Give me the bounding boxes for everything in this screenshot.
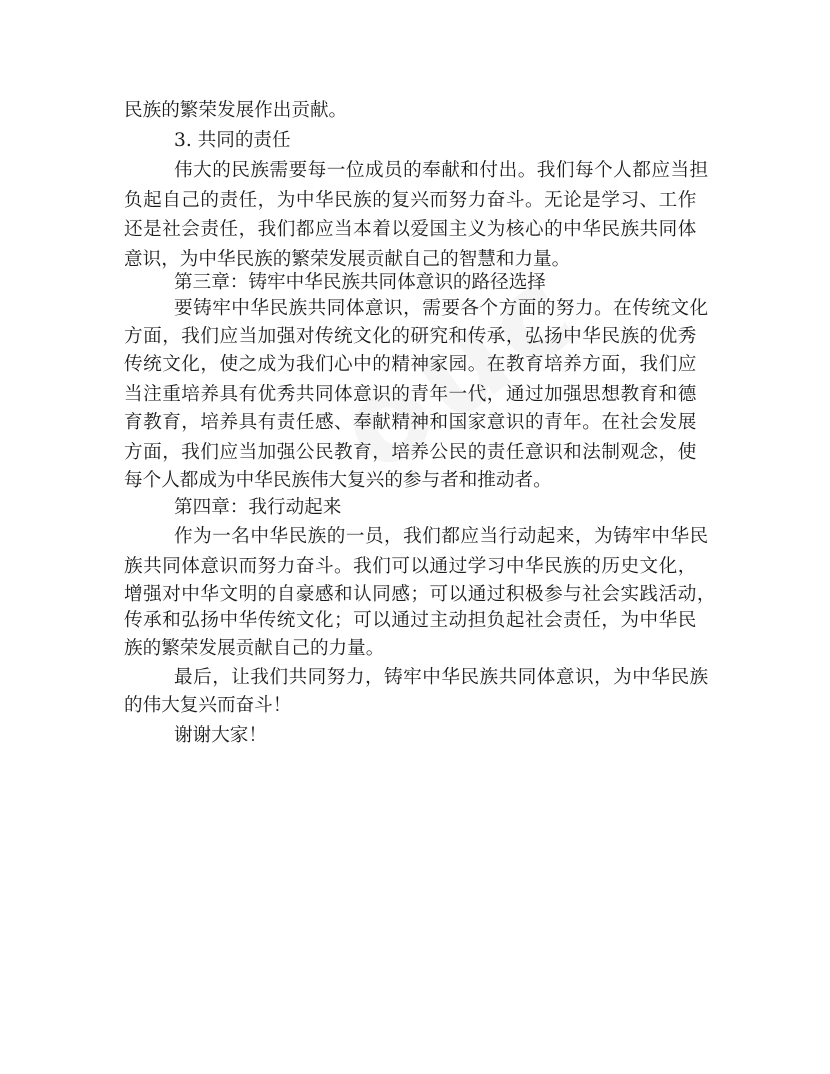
chapter-heading: 第四章：我行动起来 xyxy=(174,497,342,518)
body-line: 族共同体意识而努力奋斗。我们可以通过学习中华民族的历史文化， xyxy=(124,556,697,577)
body-line: 增强对中华文明的自豪感和认同感；可以通过积极参与社会实践活动， xyxy=(124,584,716,605)
body-line: 传承和弘扬中华传统文化；可以通过主动担负起社会责任，为中华民 xyxy=(124,610,697,631)
body-line: 育教育，培养具有责任感、奉献精神和国家意识的青年。在社会发展 xyxy=(124,412,697,433)
body-line: 作为一名中华民族的一员，我们都应当行动起来，为铸牢中华民 xyxy=(174,526,709,547)
body-line: 意识，为中华民族的繁荣发展贡献自己的智慧和力量。 xyxy=(124,249,571,270)
closing-line: 谢谢大家！ xyxy=(174,725,267,746)
body-line: 伟大的民族需要每一位成员的奉献和付出。我们每个人都应当担 xyxy=(174,160,709,181)
body-line: 族的繁荣发展贡献自己的力量。 xyxy=(124,638,385,659)
body-line: 每个人都成为中华民族伟大复兴的参与者和推动者。 xyxy=(124,470,552,491)
section-heading: 3. 共同的责任 xyxy=(174,130,291,151)
body-line: 负起自己的责任，为中华民族的复兴而努力奋斗。无论是学习、工作 xyxy=(124,190,697,211)
body-line: 还是社会责任，我们都应当本着以爱国主义为核心的中华民族共同体 xyxy=(124,219,697,240)
chapter-heading: 第三章：铸牢中华民族共同体意识的路径选择 xyxy=(174,272,546,293)
body-line: 要铸牢中华民族共同体意识，需要各个方面的努力。在传统文化 xyxy=(174,298,709,319)
body-line: 的伟大复兴而奋斗！ xyxy=(124,695,292,716)
body-line: 方面，我们应当加强公民教育，培养公民的责任意识和法制观念，使 xyxy=(124,442,697,463)
body-line: 当注重培养具有优秀共同体意识的青年一代，通过加强思想教育和德 xyxy=(124,384,697,405)
body-line: 方面，我们应当加强对传统文化的研究和传承，弘扬中华民族的优秀 xyxy=(124,326,697,347)
body-line: 传统文化，使之成为我们心中的精神家园。在教育培养方面，我们应 xyxy=(124,354,697,375)
body-line: 最后，让我们共同努力，铸牢中华民族共同体意识，为中华民族 xyxy=(174,667,709,688)
body-line: 民族的繁荣发展作出贡献。 xyxy=(124,100,348,121)
